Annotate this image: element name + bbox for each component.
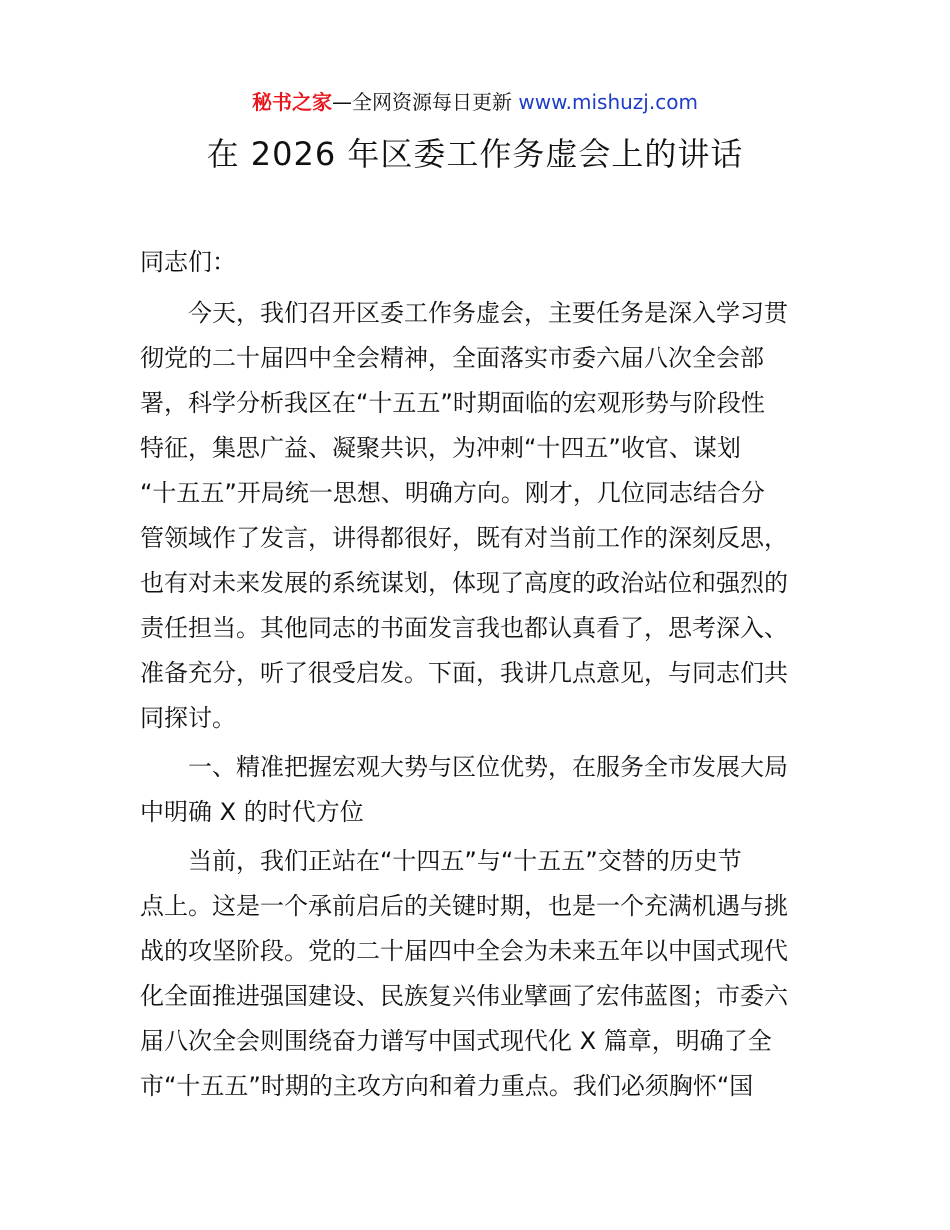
paragraph-line: 战的攻坚阶段。党的二十届四中全会为未来五年以中国式现代 — [140, 937, 788, 965]
site-url-link[interactable]: www.mishuzj.com — [518, 90, 698, 114]
document-body — [140, 240, 812, 1109]
paragraph-line: “十五五”开局统一思想、明确方向。刚才，几位同志结合分 — [140, 479, 765, 507]
paragraph-line: 彻党的二十届四中全会精神，全面落实市委六届八次全会部 — [140, 344, 764, 372]
paragraph-line: 化全面推进强国建设、民族复兴伟业擘画了宏伟蓝图；市委六 — [140, 982, 788, 1010]
paragraph-line: 今天，我们召开区委工作务虚会，主要任务是深入学习贯 — [188, 299, 788, 327]
salutation: 同志们： — [140, 248, 236, 276]
site-brand: 秘书之家 — [252, 90, 333, 114]
paragraph-line: 届八次全会则围绕奋力谱写中国式现代化 X 篇章，明确了全 — [140, 1027, 772, 1055]
paragraph-line: 同探讨。 — [140, 704, 236, 732]
paragraph-line: 责任担当。其他同志的书面发言我也都认真看了，思考深入、 — [140, 614, 788, 642]
site-slogan: —全网资源每日更新 — [332, 90, 519, 114]
paragraph-line: 也有对未来发展的系统谋划，体现了高度的政治站位和强烈的 — [140, 569, 788, 597]
paragraph-line: 市“十五五”时期的主攻方向和着力重点。我们必须胸怀“国 — [140, 1072, 754, 1100]
paragraph-line: 管领域作了发言，讲得都很好，既有对当前工作的深刻反思， — [140, 524, 788, 552]
section-heading-line: 一、精准把握宏观大势与区位优势，在服务全市发展大局 — [188, 753, 788, 781]
paragraph-line: 署，科学分析我区在“十五五”时期面临的宏观形势与阶段性 — [140, 389, 765, 417]
section-heading-line: 中明确 X 的时代方位 — [140, 798, 364, 826]
paragraph-line: 点上。这是一个承前启后的关键时期，也是一个充满机遇与挑 — [140, 892, 788, 920]
paragraph-line: 准备充分，听了很受启发。下面，我讲几点意见，与同志们共 — [140, 659, 788, 687]
site-header — [0, 88, 950, 116]
paragraph-line: 特征，集思广益、凝聚共识，为冲刺“十四五”收官、谋划 — [140, 434, 741, 462]
paragraph-line: 当前，我们正站在“十四五”与“十五五”交替的历史节 — [188, 847, 742, 875]
page-title: 在 2026 年区委工作务虚会上的讲话 — [206, 135, 744, 173]
